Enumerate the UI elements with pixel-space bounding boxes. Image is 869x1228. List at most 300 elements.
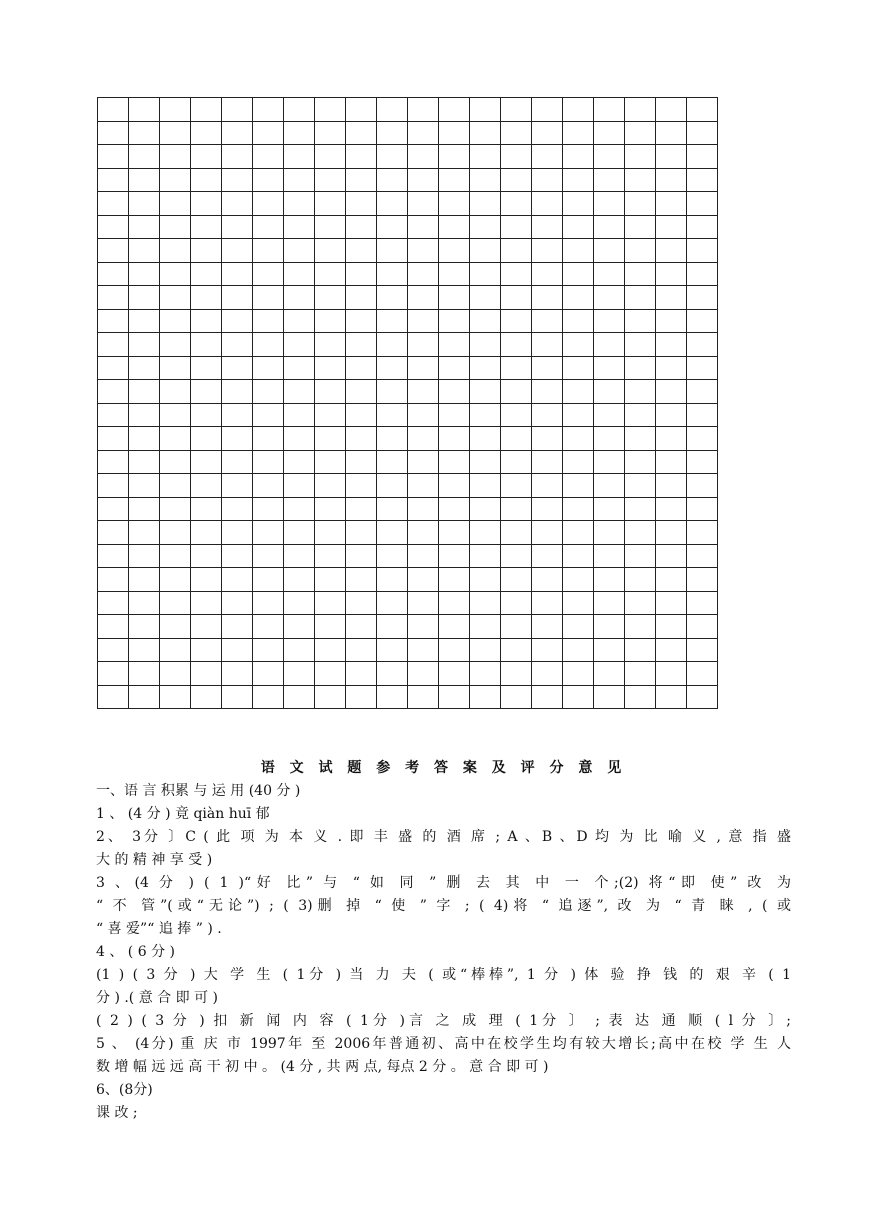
grid-cell[interactable] [625,521,656,545]
grid-cell[interactable] [129,239,160,263]
grid-cell[interactable] [594,168,625,192]
grid-cell[interactable] [687,309,718,333]
grid-cell[interactable] [346,262,377,286]
grid-cell[interactable] [129,450,160,474]
grid-cell[interactable] [656,168,687,192]
grid-cell[interactable] [408,215,439,239]
grid-cell[interactable] [563,662,594,686]
grid-cell[interactable] [439,638,470,662]
grid-cell[interactable] [594,309,625,333]
grid-cell[interactable] [594,638,625,662]
grid-cell[interactable] [346,544,377,568]
grid-cell[interactable] [315,239,346,263]
grid-cell[interactable] [253,662,284,686]
grid-cell[interactable] [408,427,439,451]
grid-cell[interactable] [284,239,315,263]
grid-cell[interactable] [191,262,222,286]
grid-cell[interactable] [160,215,191,239]
grid-cell[interactable] [625,333,656,357]
grid-cell[interactable] [625,309,656,333]
grid-cell[interactable] [656,286,687,310]
grid-cell[interactable] [594,474,625,498]
grid-cell[interactable] [315,121,346,145]
grid-cell[interactable] [408,638,439,662]
grid-cell[interactable] [129,356,160,380]
grid-cell[interactable] [160,239,191,263]
grid-cell[interactable] [191,568,222,592]
grid-cell[interactable] [191,380,222,404]
grid-cell[interactable] [98,356,129,380]
grid-cell[interactable] [191,192,222,216]
grid-cell[interactable] [129,568,160,592]
grid-cell[interactable] [346,239,377,263]
grid-cell[interactable] [98,333,129,357]
grid-cell[interactable] [656,474,687,498]
grid-cell[interactable] [532,591,563,615]
grid-cell[interactable] [501,591,532,615]
grid-cell[interactable] [470,356,501,380]
grid-cell[interactable] [129,662,160,686]
grid-cell[interactable] [408,262,439,286]
grid-cell[interactable] [656,497,687,521]
grid-cell[interactable] [594,333,625,357]
grid-cell[interactable] [98,215,129,239]
grid-cell[interactable] [656,309,687,333]
grid-cell[interactable] [253,497,284,521]
grid-cell[interactable] [191,497,222,521]
grid-cell[interactable] [594,427,625,451]
grid-cell[interactable] [408,286,439,310]
grid-cell[interactable] [160,262,191,286]
grid-cell[interactable] [160,615,191,639]
grid-cell[interactable] [346,521,377,545]
grid-cell[interactable] [315,591,346,615]
grid-cell[interactable] [129,427,160,451]
grid-cell[interactable] [470,121,501,145]
grid-cell[interactable] [222,192,253,216]
grid-cell[interactable] [284,380,315,404]
grid-cell[interactable] [687,356,718,380]
grid-cell[interactable] [687,121,718,145]
grid-cell[interactable] [98,497,129,521]
grid-cell[interactable] [346,98,377,122]
grid-cell[interactable] [625,168,656,192]
grid-cell[interactable] [253,286,284,310]
grid-cell[interactable] [687,380,718,404]
grid-cell[interactable] [377,638,408,662]
grid-cell[interactable] [315,544,346,568]
grid-cell[interactable] [346,662,377,686]
grid-cell[interactable] [625,145,656,169]
grid-cell[interactable] [315,638,346,662]
grid-cell[interactable] [98,474,129,498]
grid-cell[interactable] [470,192,501,216]
grid-cell[interactable] [439,403,470,427]
grid-cell[interactable] [687,474,718,498]
grid-cell[interactable] [687,427,718,451]
grid-cell[interactable] [408,145,439,169]
grid-cell[interactable] [315,168,346,192]
grid-cell[interactable] [594,685,625,709]
grid-cell[interactable] [222,638,253,662]
grid-cell[interactable] [563,615,594,639]
grid-cell[interactable] [191,403,222,427]
grid-cell[interactable] [439,521,470,545]
grid-cell[interactable] [346,356,377,380]
grid-cell[interactable] [439,98,470,122]
grid-cell[interactable] [501,638,532,662]
grid-cell[interactable] [98,145,129,169]
grid-cell[interactable] [315,145,346,169]
grid-cell[interactable] [408,521,439,545]
grid-cell[interactable] [222,356,253,380]
grid-cell[interactable] [625,121,656,145]
grid-cell[interactable] [563,309,594,333]
grid-cell[interactable] [377,427,408,451]
grid-cell[interactable] [439,591,470,615]
grid-cell[interactable] [687,192,718,216]
grid-cell[interactable] [129,333,160,357]
grid-cell[interactable] [315,262,346,286]
grid-cell[interactable] [222,168,253,192]
grid-cell[interactable] [439,356,470,380]
grid-cell[interactable] [594,521,625,545]
grid-cell[interactable] [594,450,625,474]
grid-cell[interactable] [594,239,625,263]
grid-cell[interactable] [563,521,594,545]
grid-cell[interactable] [160,145,191,169]
grid-cell[interactable] [160,333,191,357]
grid-cell[interactable] [222,262,253,286]
grid-cell[interactable] [408,403,439,427]
grid-cell[interactable] [501,145,532,169]
grid-cell[interactable] [470,497,501,521]
grid-cell[interactable] [315,380,346,404]
grid-cell[interactable] [129,685,160,709]
grid-cell[interactable] [594,286,625,310]
grid-cell[interactable] [501,239,532,263]
grid-cell[interactable] [191,333,222,357]
grid-cell[interactable] [470,638,501,662]
grid-cell[interactable] [346,474,377,498]
grid-cell[interactable] [191,239,222,263]
grid-cell[interactable] [470,521,501,545]
grid-cell[interactable] [501,333,532,357]
grid-cell[interactable] [160,450,191,474]
grid-cell[interactable] [377,192,408,216]
grid-cell[interactable] [284,286,315,310]
grid-cell[interactable] [594,121,625,145]
grid-cell[interactable] [687,662,718,686]
grid-cell[interactable] [253,521,284,545]
grid-cell[interactable] [532,98,563,122]
grid-cell[interactable] [284,615,315,639]
grid-cell[interactable] [532,521,563,545]
grid-cell[interactable] [470,615,501,639]
grid-cell[interactable] [656,615,687,639]
grid-cell[interactable] [98,450,129,474]
grid-cell[interactable] [470,591,501,615]
grid-cell[interactable] [501,615,532,639]
grid-cell[interactable] [594,145,625,169]
grid-cell[interactable] [563,215,594,239]
grid-cell[interactable] [439,380,470,404]
grid-cell[interactable] [470,380,501,404]
grid-cell[interactable] [470,145,501,169]
grid-cell[interactable] [563,427,594,451]
grid-cell[interactable] [408,309,439,333]
grid-cell[interactable] [253,333,284,357]
grid-cell[interactable] [284,309,315,333]
grid-cell[interactable] [284,215,315,239]
grid-cell[interactable] [439,239,470,263]
grid-cell[interactable] [191,544,222,568]
grid-cell[interactable] [253,544,284,568]
grid-cell[interactable] [129,192,160,216]
grid-cell[interactable] [470,427,501,451]
grid-cell[interactable] [160,638,191,662]
grid-cell[interactable] [532,638,563,662]
grid-cell[interactable] [656,215,687,239]
grid-cell[interactable] [129,262,160,286]
grid-cell[interactable] [160,521,191,545]
grid-cell[interactable] [191,615,222,639]
grid-cell[interactable] [594,568,625,592]
grid-cell[interactable] [377,98,408,122]
grid-cell[interactable] [160,168,191,192]
grid-cell[interactable] [594,497,625,521]
grid-cell[interactable] [284,192,315,216]
grid-cell[interactable] [625,215,656,239]
grid-cell[interactable] [656,239,687,263]
grid-cell[interactable] [439,544,470,568]
grid-cell[interactable] [98,192,129,216]
grid-cell[interactable] [98,403,129,427]
grid-cell[interactable] [532,685,563,709]
grid-cell[interactable] [594,98,625,122]
grid-cell[interactable] [625,192,656,216]
grid-cell[interactable] [98,638,129,662]
grid-cell[interactable] [563,98,594,122]
grid-cell[interactable] [563,286,594,310]
grid-cell[interactable] [656,568,687,592]
grid-cell[interactable] [563,192,594,216]
grid-cell[interactable] [439,685,470,709]
grid-cell[interactable] [346,591,377,615]
grid-cell[interactable] [98,521,129,545]
grid-cell[interactable] [439,121,470,145]
grid-cell[interactable] [222,286,253,310]
grid-cell[interactable] [346,685,377,709]
grid-cell[interactable] [346,168,377,192]
grid-cell[interactable] [439,615,470,639]
grid-cell[interactable] [191,145,222,169]
grid-cell[interactable] [222,662,253,686]
grid-cell[interactable] [346,638,377,662]
grid-cell[interactable] [408,591,439,615]
grid-cell[interactable] [687,638,718,662]
grid-cell[interactable] [222,215,253,239]
grid-cell[interactable] [625,544,656,568]
grid-cell[interactable] [191,309,222,333]
grid-cell[interactable] [160,497,191,521]
grid-cell[interactable] [594,662,625,686]
grid-cell[interactable] [377,591,408,615]
grid-cell[interactable] [253,685,284,709]
grid-cell[interactable] [594,403,625,427]
grid-cell[interactable] [284,98,315,122]
grid-cell[interactable] [284,168,315,192]
grid-cell[interactable] [532,262,563,286]
grid-cell[interactable] [346,568,377,592]
grid-cell[interactable] [687,262,718,286]
grid-cell[interactable] [346,145,377,169]
grid-cell[interactable] [563,403,594,427]
grid-cell[interactable] [408,192,439,216]
grid-cell[interactable] [284,121,315,145]
grid-cell[interactable] [439,168,470,192]
grid-cell[interactable] [346,380,377,404]
grid-cell[interactable] [439,497,470,521]
grid-cell[interactable] [377,356,408,380]
grid-cell[interactable] [625,403,656,427]
grid-cell[interactable] [222,403,253,427]
grid-cell[interactable] [656,262,687,286]
grid-cell[interactable] [160,544,191,568]
grid-cell[interactable] [625,685,656,709]
grid-cell[interactable] [253,215,284,239]
grid-cell[interactable] [408,168,439,192]
grid-cell[interactable] [253,192,284,216]
grid-cell[interactable] [253,427,284,451]
grid-cell[interactable] [191,215,222,239]
grid-cell[interactable] [563,450,594,474]
grid-cell[interactable] [408,544,439,568]
grid-cell[interactable] [439,568,470,592]
grid-cell[interactable] [470,544,501,568]
grid-cell[interactable] [346,215,377,239]
grid-cell[interactable] [501,427,532,451]
grid-cell[interactable] [253,380,284,404]
grid-cell[interactable] [284,356,315,380]
grid-cell[interactable] [315,309,346,333]
grid-cell[interactable] [532,568,563,592]
grid-cell[interactable] [532,333,563,357]
grid-cell[interactable] [377,145,408,169]
grid-cell[interactable] [501,403,532,427]
grid-cell[interactable] [656,98,687,122]
grid-cell[interactable] [656,450,687,474]
grid-cell[interactable] [687,544,718,568]
grid-cell[interactable] [129,121,160,145]
grid-cell[interactable] [160,568,191,592]
grid-cell[interactable] [656,638,687,662]
grid-cell[interactable] [563,356,594,380]
grid-cell[interactable] [377,497,408,521]
grid-cell[interactable] [470,309,501,333]
grid-cell[interactable] [98,544,129,568]
grid-cell[interactable] [129,403,160,427]
grid-cell[interactable] [222,568,253,592]
grid-cell[interactable] [594,591,625,615]
grid-cell[interactable] [470,286,501,310]
grid-cell[interactable] [439,662,470,686]
grid-cell[interactable] [532,403,563,427]
grid-cell[interactable] [222,380,253,404]
grid-cell[interactable] [687,98,718,122]
grid-cell[interactable] [656,591,687,615]
grid-cell[interactable] [346,497,377,521]
grid-cell[interactable] [563,591,594,615]
grid-cell[interactable] [253,145,284,169]
grid-cell[interactable] [377,239,408,263]
grid-cell[interactable] [439,192,470,216]
grid-cell[interactable] [222,309,253,333]
grid-cell[interactable] [625,98,656,122]
grid-cell[interactable] [377,615,408,639]
grid-cell[interactable] [191,427,222,451]
grid-cell[interactable] [284,262,315,286]
grid-cell[interactable] [315,615,346,639]
grid-cell[interactable] [129,145,160,169]
grid-cell[interactable] [346,615,377,639]
grid-cell[interactable] [501,474,532,498]
grid-cell[interactable] [687,450,718,474]
grid-cell[interactable] [160,662,191,686]
grid-cell[interactable] [346,309,377,333]
grid-cell[interactable] [160,591,191,615]
grid-cell[interactable] [346,450,377,474]
grid-cell[interactable] [625,474,656,498]
grid-cell[interactable] [222,497,253,521]
grid-cell[interactable] [563,333,594,357]
grid-cell[interactable] [501,192,532,216]
grid-cell[interactable] [687,591,718,615]
grid-cell[interactable] [377,309,408,333]
grid-cell[interactable] [408,474,439,498]
grid-cell[interactable] [501,685,532,709]
grid-cell[interactable] [222,615,253,639]
grid-cell[interactable] [470,215,501,239]
grid-cell[interactable] [439,450,470,474]
grid-cell[interactable] [98,615,129,639]
grid-cell[interactable] [532,427,563,451]
grid-cell[interactable] [625,427,656,451]
grid-cell[interactable] [129,497,160,521]
grid-cell[interactable] [439,474,470,498]
grid-cell[interactable] [563,168,594,192]
grid-cell[interactable] [129,474,160,498]
grid-cell[interactable] [687,568,718,592]
grid-cell[interactable] [222,474,253,498]
grid-cell[interactable] [222,427,253,451]
grid-cell[interactable] [501,309,532,333]
grid-cell[interactable] [501,215,532,239]
grid-cell[interactable] [501,168,532,192]
grid-cell[interactable] [222,333,253,357]
grid-cell[interactable] [98,239,129,263]
grid-cell[interactable] [377,168,408,192]
grid-cell[interactable] [656,685,687,709]
grid-cell[interactable] [594,615,625,639]
grid-cell[interactable] [408,450,439,474]
grid-cell[interactable] [315,356,346,380]
grid-cell[interactable] [625,662,656,686]
grid-cell[interactable] [625,615,656,639]
grid-cell[interactable] [253,168,284,192]
grid-cell[interactable] [656,662,687,686]
grid-cell[interactable] [408,121,439,145]
